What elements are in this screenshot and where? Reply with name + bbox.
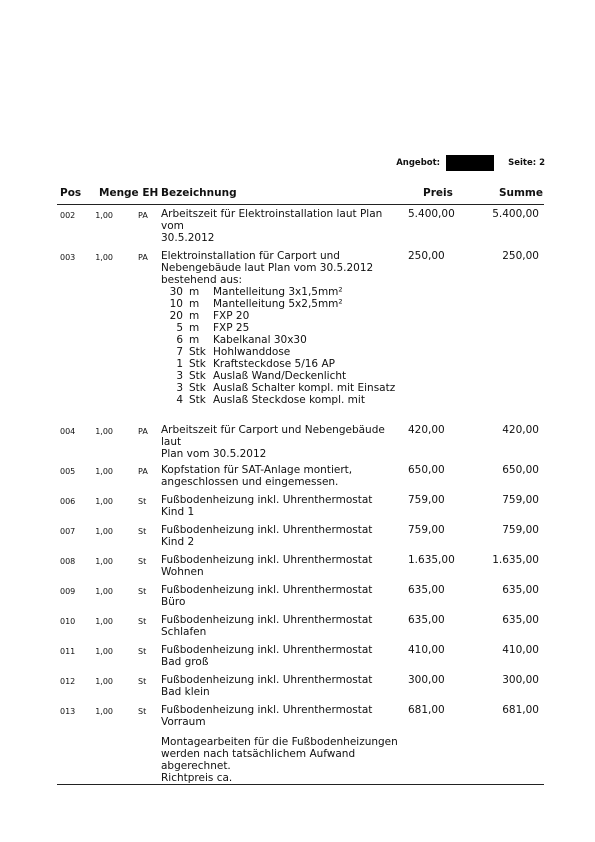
item-unit: Stk [189,358,206,370]
col-preis: Preis [423,187,453,199]
row-description [161,250,401,406]
item-unit: Stk [189,382,206,394]
row-eh: PA [138,427,148,436]
description-line: Fußbodenheizung inkl. Uhrenthermostat [161,644,373,656]
description-line: Arbeitszeit für Carport und Nebengebäude laut [161,424,385,448]
row-description [161,554,401,578]
row-pos: 011 [60,647,76,656]
row-preis: 1.635,00 [408,554,455,566]
row-eh: PA [138,467,148,476]
row-description [161,704,401,728]
item-text: FXP 20 [213,310,250,322]
row-menge: 1,00 [95,527,113,536]
row-summe: 759,00 [502,494,539,506]
material-item [161,334,401,346]
row-preis: 759,00 [408,524,445,536]
material-item [161,310,401,322]
material-item [161,382,401,394]
row-description [161,524,401,548]
item-text: Auslaß Wand/Deckenlicht [213,370,347,382]
row-pos: 004 [60,427,76,436]
description-line: Arbeitszeit für Elektroinstallation laut Plan vom [161,208,383,232]
row-description [161,614,401,638]
row-preis: 420,00 [408,424,445,436]
row-preis: 635,00 [408,614,445,626]
item-qty: 3 [176,370,183,382]
row-summe: 635,00 [502,614,539,626]
row-summe: 681,00 [502,704,539,716]
item-text: Auslaß Schalter kompl. mit Einsatz [213,382,396,394]
item-qty: 4 [176,394,183,406]
table-row [0,584,595,608]
table-row [0,208,595,244]
row-summe: 650,00 [502,464,539,476]
row-eh: St [138,647,147,656]
angebot-label: Angebot: [396,158,441,168]
row-preis: 681,00 [408,704,445,716]
description-line: Kopfstation für SAT-Anlage montiert, [161,464,353,476]
montage-note [0,736,595,784]
item-text: Kabelkanal 30x30 [213,334,307,346]
row-pos: 006 [60,497,76,506]
page-header [396,155,545,171]
row-pos: 005 [60,467,76,476]
row-menge: 1,00 [95,557,113,566]
table-row [0,250,595,406]
note-line: Richtpreis ca. [161,772,233,784]
description-line: Plan vom 30.5.2012 [161,448,267,460]
note-line: werden nach tatsächlichem Aufwand [161,748,356,760]
row-menge: 1,00 [95,677,113,686]
description-line: Fußbodenheizung inkl. Uhrenthermostat [161,584,373,596]
item-unit: Stk [189,346,206,358]
row-summe: 410,00 [502,644,539,656]
row-preis: 410,00 [408,644,445,656]
table-row [0,704,595,728]
item-unit: m [189,298,200,310]
description-line: Fußbodenheizung inkl. Uhrenthermostat [161,524,373,536]
description-line: Elektroinstallation für Carport und [161,250,340,262]
row-description [161,208,401,244]
description-line: Kind 2 [161,536,195,548]
row-summe: 759,00 [502,524,539,536]
row-menge: 1,00 [95,617,113,626]
row-preis: 635,00 [408,584,445,596]
row-pos: 007 [60,527,76,536]
row-menge: 1,00 [95,497,113,506]
table-row [0,464,595,488]
row-pos: 003 [60,253,76,262]
row-menge: 1,00 [95,253,113,262]
row-menge: 1,00 [95,587,113,596]
footer-rule [57,784,544,785]
row-summe: 635,00 [502,584,539,596]
row-menge: 1,00 [95,707,113,716]
item-qty: 6 [176,334,183,346]
col-menge-eh: Menge EH [99,187,159,199]
note-line: abgerechnet. [161,760,231,772]
row-menge: 1,00 [95,647,113,656]
row-eh: St [138,587,147,596]
item-unit: m [189,334,200,346]
row-pos: 012 [60,677,76,686]
material-item [161,298,401,310]
table-row [0,424,595,460]
row-preis: 300,00 [408,674,445,686]
material-item [161,322,401,334]
row-preis: 650,00 [408,464,445,476]
row-preis: 5.400,00 [408,208,455,220]
description-line: angeschlossen und eingemessen. [161,476,339,488]
item-qty: 10 [169,298,183,310]
col-bezeichnung: Bezeichnung [161,187,237,199]
item-qty: 5 [176,322,183,334]
row-description [161,644,401,668]
row-eh: St [138,497,147,506]
description-line: Fußbodenheizung inkl. Uhrenthermostat [161,674,373,686]
position-table [0,208,595,784]
row-summe: 250,00 [502,250,539,262]
item-text: Kraftsteckdose 5/16 AP [213,358,335,370]
item-unit: Stk [189,394,206,406]
row-menge: 1,00 [95,427,113,436]
item-qty: 1 [176,358,183,370]
item-unit: m [189,286,200,298]
redacted-offer-number [446,155,494,171]
row-description [161,494,401,518]
material-item [161,358,401,370]
row-description [161,424,401,460]
item-text: FXP 25 [213,322,250,334]
description-line: Fußbodenheizung inkl. Uhrenthermostat [161,494,373,506]
item-qty: 30 [169,286,183,298]
item-qty: 3 [176,382,183,394]
note-line: Montagearbeiten für die Fußbodenheizungen [161,736,398,748]
item-text: Mantelleitung 5x2,5mm² [213,298,343,310]
table-row [0,524,595,548]
description-line: Vorraum [161,716,206,728]
row-eh: PA [138,211,148,220]
row-description [161,584,401,608]
row-summe: 300,00 [502,674,539,686]
description-line: Bad groß [161,656,209,668]
item-qty: 7 [176,346,183,358]
description-line: Fußbodenheizung inkl. Uhrenthermostat [161,704,373,716]
description-line: 30.5.2012 [161,232,215,244]
row-eh: St [138,677,147,686]
row-summe: 5.400,00 [492,208,539,220]
item-qty: 20 [169,310,183,322]
row-eh: St [138,527,147,536]
item-unit: Stk [189,370,206,382]
table-row [0,554,595,578]
table-row [0,644,595,668]
row-pos: 002 [60,211,76,220]
description-line: Schlafen [161,626,207,638]
row-pos: 009 [60,587,76,596]
row-eh: PA [138,253,148,262]
row-pos: 013 [60,707,76,716]
material-item [161,394,401,406]
table-row [0,674,595,698]
item-text: Hohlwanddose [213,346,291,358]
description-line: Kind 1 [161,506,195,518]
row-eh: St [138,557,147,566]
item-text: Auslaß Steckdose kompl. mit [213,394,365,406]
table-row [0,494,595,518]
row-description [161,464,401,488]
col-summe: Summe [498,187,543,199]
note-text [161,736,401,784]
page-number: Seite: 2 [508,158,545,168]
row-summe: 1.635,00 [492,554,539,566]
row-preis: 759,00 [408,494,445,506]
item-text: Mantelleitung 3x1,5mm² [213,286,343,298]
description-line: bestehend aus: [161,274,243,286]
header-rule [57,204,544,205]
material-item [161,370,401,382]
row-menge: 1,00 [95,467,113,476]
item-unit: m [189,322,200,334]
description-line: Nebengebäude laut Plan vom 30.5.2012 [161,262,374,274]
row-pos: 008 [60,557,76,566]
row-preis: 250,00 [408,250,445,262]
description-line: Fußbodenheizung inkl. Uhrenthermostat [161,554,373,566]
material-item [161,346,401,358]
col-pos: Pos [60,187,82,199]
column-headers [0,187,595,201]
row-menge: 1,00 [95,211,113,220]
row-summe: 420,00 [502,424,539,436]
item-unit: m [189,310,200,322]
description-line: Wohnen [161,566,204,578]
row-eh: St [138,707,147,716]
description-line: Fußbodenheizung inkl. Uhrenthermostat [161,614,373,626]
row-pos: 010 [60,617,76,626]
row-description [161,674,401,698]
table-row [0,614,595,638]
row-eh: St [138,617,147,626]
description-line: Büro [161,596,186,608]
material-item [161,286,401,298]
description-line: Bad klein [161,686,210,698]
